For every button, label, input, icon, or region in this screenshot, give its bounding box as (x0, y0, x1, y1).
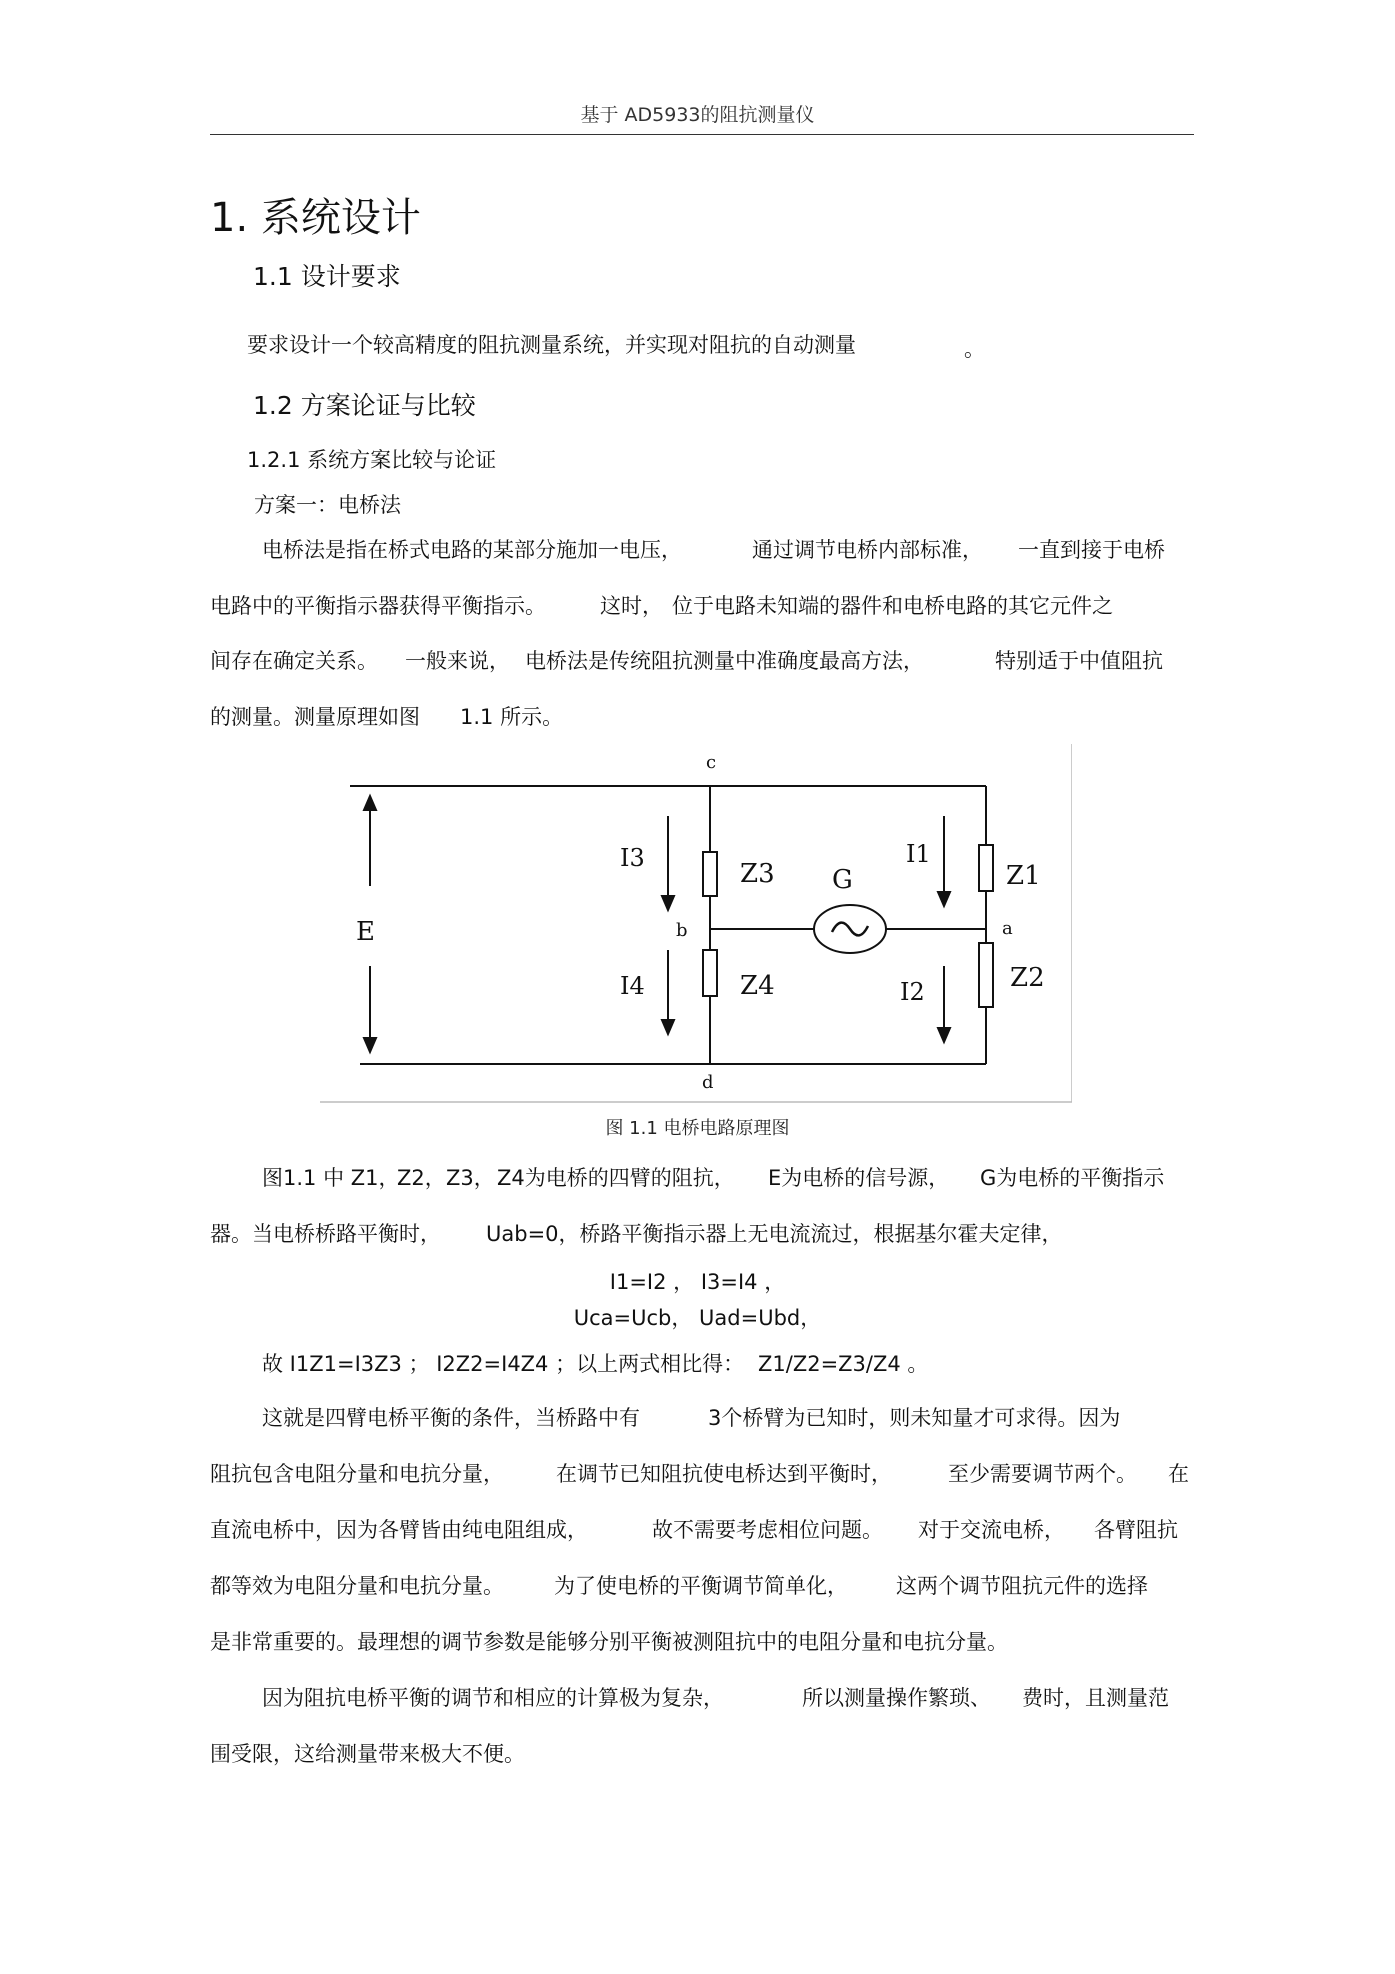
subsection-title-1-2-1: 1.2.1 系统方案比较与论证 (247, 448, 497, 472)
figure-caption: 图 1.1 电桥电路原理图 (605, 1118, 790, 1139)
e-arrow-down-head (364, 1038, 376, 1052)
requirement-end: 。 (964, 337, 985, 361)
para5-line1-b: 所以测量操作繁琐、 (802, 1686, 991, 1710)
para4-line1-b: 3个桥臂为已知时，则未知量才可求得。因为 (708, 1406, 1121, 1430)
subsection-title-1-1: 1.1 设计要求 (253, 262, 401, 291)
i3-arrow-head (662, 896, 674, 910)
z2-label: Z2 (1010, 963, 1045, 993)
para5-line1-c: 费时，且测量范 (1022, 1686, 1169, 1710)
para1-line3-b: 一般来说， (405, 649, 510, 673)
z4-resistor (703, 950, 717, 996)
para2-line1-e: E为电桥的信号源， (768, 1166, 950, 1190)
para1-line1-c: 一直到接于电桥 (1018, 538, 1165, 562)
para2-line1-f: G为电桥的平衡指示 (980, 1166, 1165, 1190)
node-b-label: b (676, 920, 688, 941)
para1-line2-c: 位于电路未知端的器件和电桥电路的其它元件之 (672, 594, 1113, 618)
i4-label: I4 (620, 972, 645, 1000)
e-arrow-up-head (364, 796, 376, 810)
i1-arrow-head (938, 892, 950, 906)
subsection-title-1-2: 1.2 方案论证与比较 (253, 391, 476, 420)
galvanometer-symbol (814, 905, 886, 953)
node-d-label: d (702, 1072, 714, 1093)
z1-label: Z1 (1006, 861, 1041, 891)
para2-line2-a: 器。当电桥桥路平衡时， (210, 1222, 441, 1246)
para4-line3-c: 对于交流电桥， (918, 1518, 1065, 1542)
para4-line4-a: 都等效为电阻分量和电抗分量。 (210, 1574, 504, 1598)
para4-line3-b: 故不需要考虑相位问题。 (652, 1518, 883, 1542)
para1-line4-b: 1.1 所示。 (460, 705, 564, 729)
i3-label: I3 (620, 844, 645, 872)
para3-result: Z1/Z2=Z3/Z4 。 (758, 1352, 929, 1376)
z2-resistor (979, 943, 993, 1007)
i2-label: I2 (900, 978, 925, 1006)
bridge-circuit-diagram (320, 744, 1072, 1104)
node-c-label: c (706, 752, 717, 773)
para2-line1-b: Z2， (397, 1166, 446, 1190)
para2-line1-d: Z4为电桥的四臂的阻抗， (497, 1166, 735, 1190)
para2-line2-b: Uab=0，桥路平衡指示器上无电流流过，根据基尔霍夫定律， (486, 1222, 1063, 1246)
i2-arrow-head (938, 1028, 950, 1042)
para4-line3-a: 直流电桥中，因为各臂皆由纯电阻组成， (210, 1518, 588, 1542)
equation-voltages: Uca=Ucb， Uad=Ubd， (573, 1306, 822, 1330)
z3-resistor (703, 852, 717, 896)
para4-line4-b: 为了使电桥的平衡调节简单化， (554, 1574, 848, 1598)
para1-line4-a: 的测量。测量原理如图 (210, 705, 420, 729)
para3-text: 故 I1Z1=I3Z3 ； I2Z2=I4Z4 ；以上两式相比得： (262, 1352, 745, 1376)
para4-line5: 是非常重要的。最理想的调节参数是能够分别平衡被测阻抗中的电阻分量和电抗分量。 (210, 1630, 1008, 1654)
para4-line2-d: 在 (1168, 1462, 1189, 1486)
para4-line2-a: 阻抗包含电阻分量和电抗分量， (210, 1462, 504, 1486)
para1-line3-c: 电桥法是传统阻抗测量中准确度最高方法， (525, 649, 924, 673)
para4-line2-b: 在调节已知阻抗使电桥达到平衡时， (556, 1462, 892, 1486)
source-e-label: E (356, 917, 375, 947)
para1-line1-a: 电桥法是指在桥式电路的某部分施加一电压， (262, 538, 682, 562)
para4-line2-c: 至少需要调节两个。 (948, 1462, 1137, 1486)
z3-label: Z3 (740, 859, 775, 889)
equation-currents: I1=I2 ， I3=I4 ， (609, 1270, 786, 1294)
z1-resistor (979, 845, 993, 891)
para2-line1-a: 图1.1 中 Z1， (262, 1166, 400, 1190)
para1-line2-b: 这时， (600, 594, 663, 618)
bridge-circuit-figure (320, 744, 1072, 1104)
para5-line1-a: 因为阻抗电桥平衡的调节和相应的计算极为复杂， (262, 1686, 724, 1710)
z4-label: Z4 (740, 971, 775, 1001)
page-header: 基于 AD5933的阻抗测量仪 (580, 104, 815, 126)
scheme-title: 方案一：电桥法 (254, 493, 401, 517)
para5-line2: 围受限，这给测量带来极大不便。 (210, 1742, 525, 1766)
i1-label: I1 (906, 840, 931, 868)
section-title: 1. 系统设计 (210, 195, 421, 241)
galvanometer-label: G (832, 865, 853, 895)
requirement-text: 要求设计一个较高精度的阻抗测量系统，并实现对阻抗的自动测量 (247, 333, 856, 357)
para4-line4-c: 这两个调节阻抗元件的选择 (896, 1574, 1148, 1598)
para1-line3-a: 间存在确定关系。 (210, 649, 378, 673)
para1-line3-d: 特别适于中值阻抗 (995, 649, 1163, 673)
para1-line1-b: 通过调节电桥内部标准， (752, 538, 983, 562)
node-a-label: a (1002, 918, 1013, 939)
para4-line1-a: 这就是四臂电桥平衡的条件，当桥路中有 (262, 1406, 640, 1430)
i4-arrow-head (662, 1020, 674, 1034)
para2-line1-c: Z3， (446, 1166, 495, 1190)
para4-line3-d: 各臂阻抗 (1094, 1518, 1178, 1542)
para1-line2-a: 电路中的平衡指示器获得平衡指示。 (210, 594, 546, 618)
header-rule (210, 134, 1194, 135)
